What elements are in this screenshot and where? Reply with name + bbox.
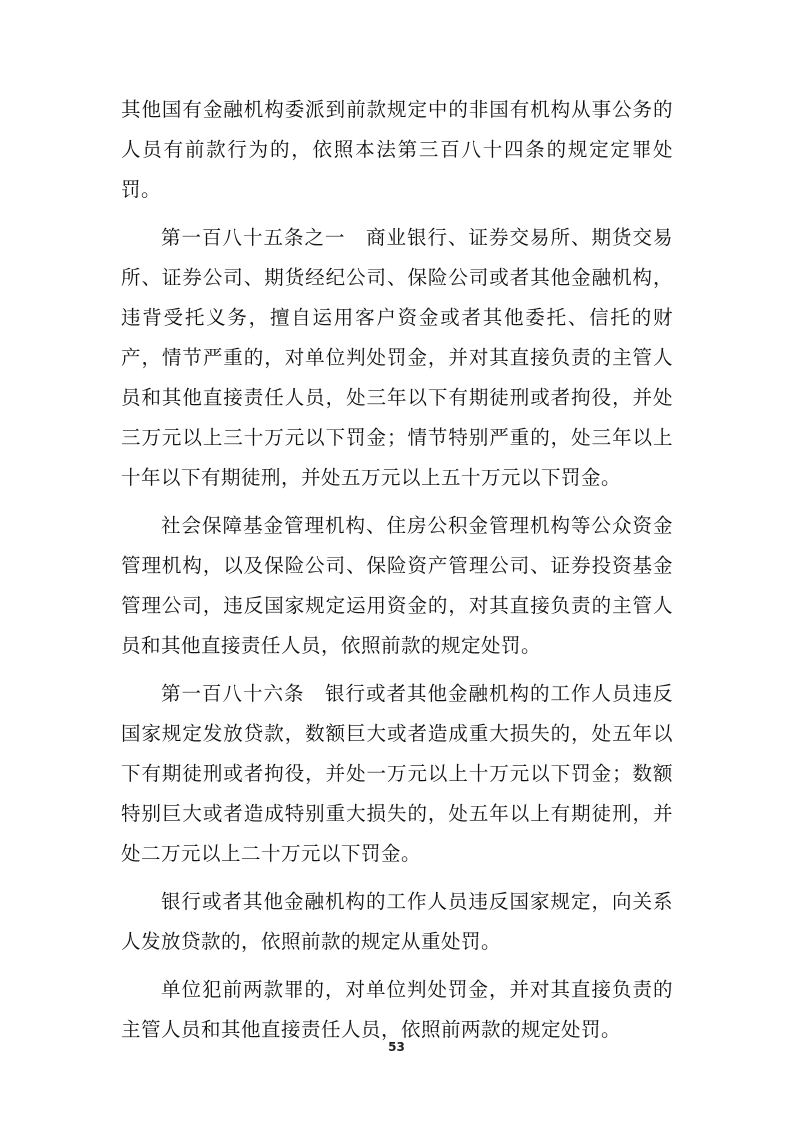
paragraph-unit-crime: 单位犯前两款罪的，对单位判处罚金，并对其直接负责的主管人员和其他直接责任人员，依照前两款的规定处罚。: [121, 978, 673, 1041]
paragraph-article-186: 第一百八十六条 银行或者其他金融机构的工作人员违反国家规定发放贷款，数额巨大或者造成重大损失的，处五年以下有期徒刑或者拘役，并处一万元以上十万元以下罚金；数额特别巨大或者造成特别重大损失的，处五年以上有期徒刑，并处二万元以上二十万元以下罚金。: [121, 682, 673, 865]
page-number: 53: [388, 1040, 405, 1054]
document-body: [121, 90, 673, 1058]
paragraph-continuation: 其他国有金融机构委派到前款规定中的非国有机构从事公务的人员有前款行为的，依照本法第三百八十四条的规定定罪处罚。: [121, 98, 673, 201]
paragraph-public-funds: 社会保障基金管理机构、住房公积金管理机构等公众资金管理机构，以及保险公司、保险资产管理公司、证券投资基金管理公司，违反国家规定运用资金的，对其直接负责的主管人员和其他直接责任人员，依照前款的规定处罚。: [121, 514, 673, 657]
paragraph-related-party-loans: 银行或者其他金融机构的工作人员违反国家规定，向关系人发放贷款的，依照前款的规定从重处罚。: [121, 890, 673, 953]
paragraph-article-185-1: 第一百八十五条之一 商业银行、证券交易所、期货交易所、证券公司、期货经纪公司、保险公司或者其他金融机构，违背受托义务，擅自运用客户资金或者其他委托、信托的财产，情节严重的，对单位判处罚金，并对其直接负责的主管人员和其他直接责任人员，处三年以下有期徒刑或者拘役，并处三万元以上三十万元以下罚金；情节特别严重的，处三年以上十年以下有期徒刑，并处五万元以上五十万元以下罚金。: [121, 226, 673, 489]
